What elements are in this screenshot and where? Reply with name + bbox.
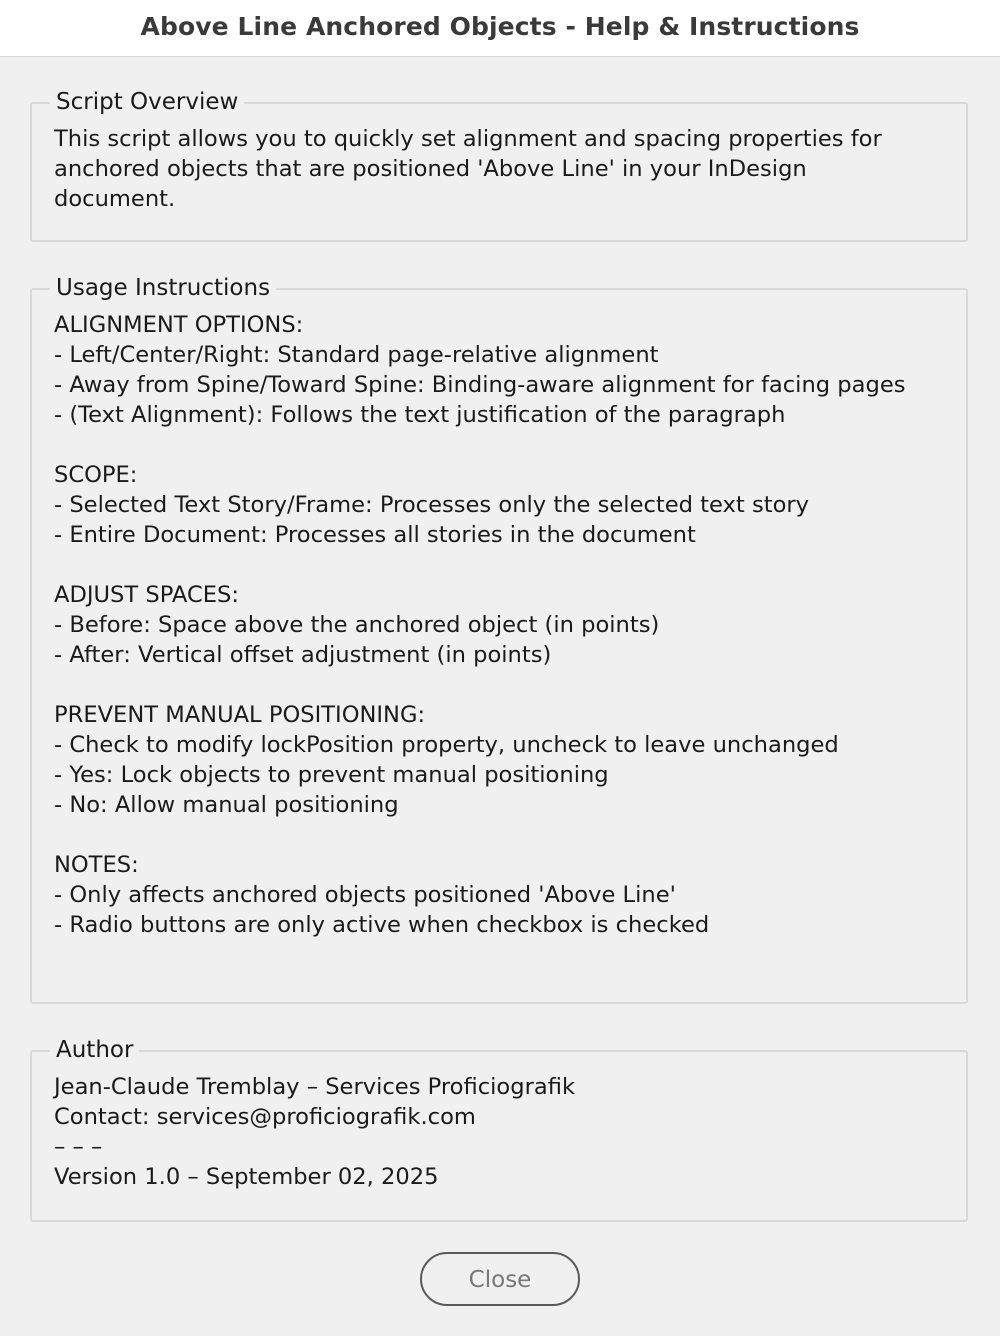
script-overview-text: This script allows you to quickly set alignment and spacing properties for anchored objects that are positioned 'Above Line' in your InDesign document. [54,126,882,212]
author-panel [30,1037,968,1222]
usage-instructions-title: Usage Instructions [50,273,276,303]
usage-instructions-panel [30,275,968,1004]
usage-instructions-text: ALIGNMENT OPTIONS: - Left/Center/Right: Standard page-relative alignment - Away from Spine/Toward Spine: Binding-aware alignment for facing pages - (Text Alignment): Follows the text justification of the paragraph SCOPE: - Selected Text Story/Frame: Processes only the selected text story - Entire Document: Processes all stories in the document ADJUST SPACES: - Before: Space above the anchored object (in points) - After: Vertical offset adjustment (in points) PREVENT MANUAL POSITIONING: - Check to modify lockPosition property, uncheck to leave unchanged - Yes: Lock objects to prevent manual positioning - No: Allow manual positioning NOTES: - Only affects anchored objects positioned 'Above Line' - Radio buttons are only active when checkbox is checked [54,312,906,938]
script-overview-title: Script Overview [50,87,244,117]
script-overview-panel [30,89,968,242]
author-title: Author [50,1035,139,1065]
close-button[interactable]: Close [420,1252,580,1306]
author-text: Jean-Claude Tremblay – Services Proficiografik Contact: services@proficiografik.com – – – Version 1.0 – September 02, 2025 [54,1074,576,1190]
window-title: Above Line Anchored Objects - Help & Instructions [0,0,1000,57]
